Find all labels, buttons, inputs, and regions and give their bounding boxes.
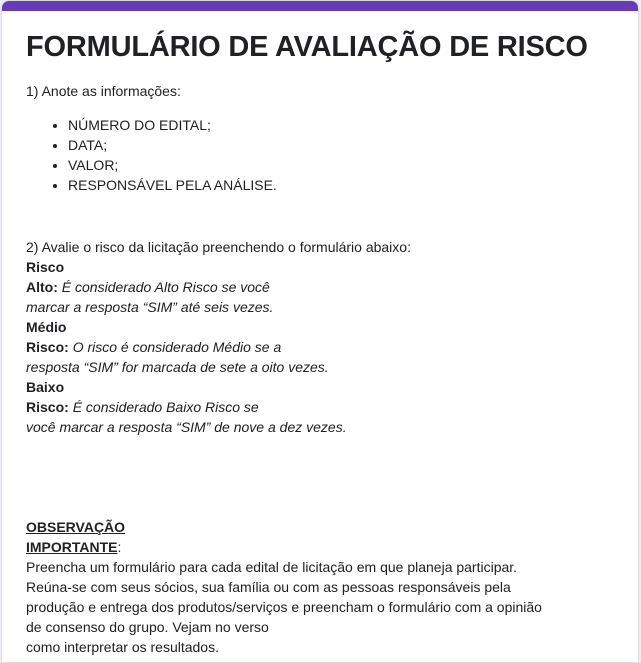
info-list-item: • DATA;	[68, 135, 626, 155]
observation-text: Preencha um formulário para cada edital de licitação em que planeja participar.	[26, 559, 518, 575]
info-list-item: • VALOR;	[68, 155, 626, 175]
medium-risk-label: Médio	[26, 319, 67, 335]
medium-risk-text: O risco é considerado Médio se a	[72, 339, 282, 355]
observation-colon: :	[117, 539, 122, 555]
info-list-item: • RESPONSÁVEL PELA ANÁLISE.	[68, 175, 626, 195]
low-risk-label-2: Risco:	[26, 399, 69, 415]
medium-risk-line-1	[26, 337, 626, 357]
info-list	[26, 115, 626, 195]
accent-bar	[2, 1, 638, 11]
form-title: FORMULÁRIO DE AVALIAÇÃO DE RISCO	[26, 31, 588, 63]
observation-text: produção e entrega dos produtos/serviços e preencham o formulário com a opinião	[26, 599, 542, 615]
medium-risk-text-2: resposta “SIM” for marcada de sete a oito vezes.	[26, 359, 329, 375]
low-risk-text: É considerado Baixo Risco se	[72, 399, 259, 415]
high-risk-text: É considerado Alto Risco se você	[61, 279, 270, 295]
intro-text: 1) Anote as informações:	[26, 83, 181, 99]
low-risk-text-2: você marcar a resposta “SIM” de nove a dez vezes.	[26, 419, 347, 435]
observation-heading-line-2	[26, 537, 626, 557]
low-risk-line-1	[26, 397, 626, 417]
instruction-text: 2) Avalie o risco da licitação preenchendo o formulário abaixo:	[26, 239, 411, 255]
low-risk-label: Baixo	[26, 379, 65, 395]
observation-text: Reúna-se com seus sócios, sua família ou com as pessoas responsáveis pela	[26, 579, 511, 595]
high-risk-text-2: marcar a resposta “SIM” até seis vezes.	[26, 299, 274, 315]
observation-text: como interpretar os resultados.	[26, 639, 219, 655]
risk-section	[26, 237, 626, 437]
observation-heading: OBSERVAÇÃO	[26, 519, 126, 535]
form-header-card	[1, 0, 639, 663]
observation-heading-2: IMPORTANTE	[26, 539, 118, 555]
high-risk-line-1	[26, 277, 626, 297]
info-list-item: • NÚMERO DO EDITAL;	[68, 115, 626, 135]
observation-section	[26, 517, 626, 657]
observation-text: de consenso do grupo. Vejam no verso	[26, 619, 269, 635]
high-risk-label: Alto:	[26, 279, 58, 295]
form-description	[26, 29, 626, 657]
medium-risk-label-2: Risco:	[26, 339, 69, 355]
risk-header: Risco	[26, 259, 65, 275]
